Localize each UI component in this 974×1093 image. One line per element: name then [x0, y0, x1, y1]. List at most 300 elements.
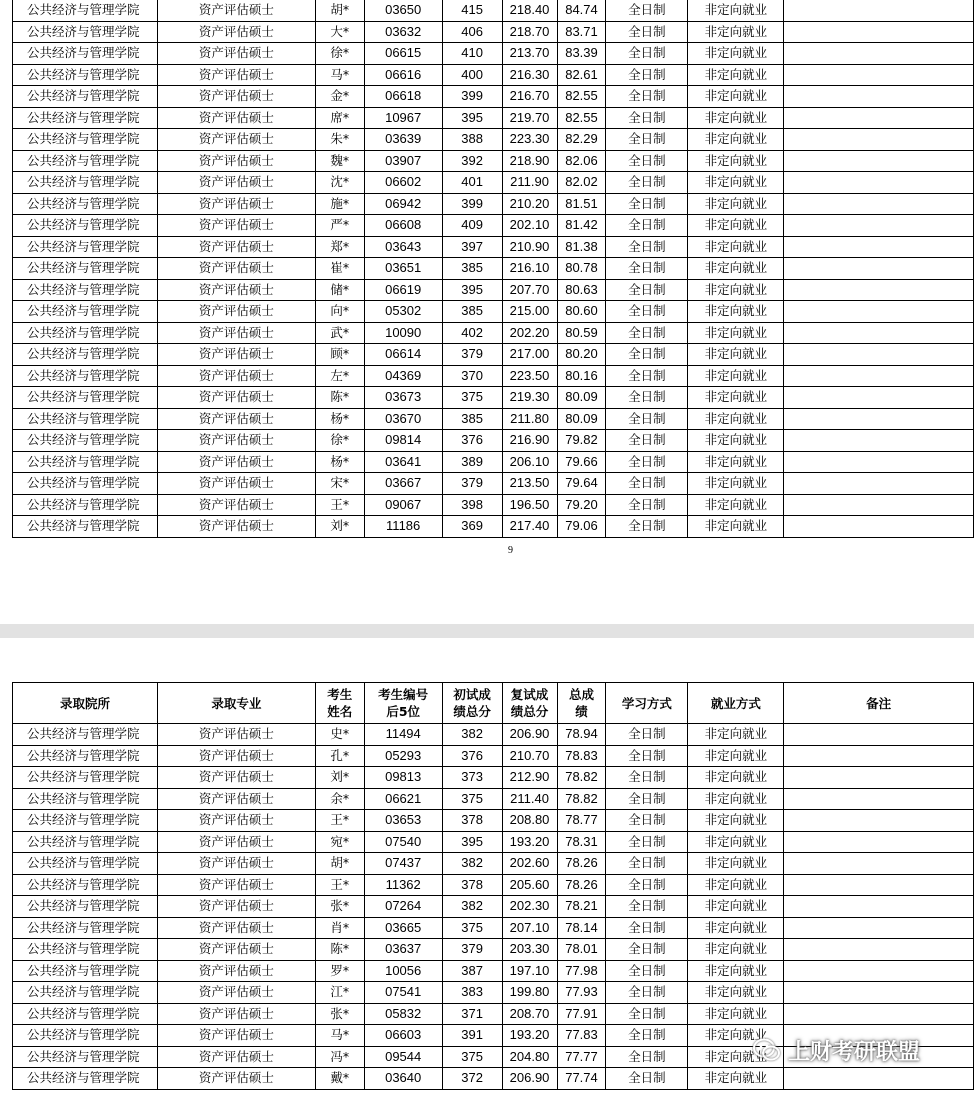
header-total-score: 总成 绩 [557, 683, 606, 724]
cell-total-score: 81.42 [557, 215, 606, 237]
cell-employment: 非定向就业 [688, 150, 784, 172]
cell-name: 刘* [315, 767, 364, 789]
cell-exam-id: 07540 [364, 831, 442, 853]
cell-retest-score: 212.90 [502, 767, 557, 789]
cell-exam-id: 06942 [364, 193, 442, 215]
cell-exam-id: 03641 [364, 451, 442, 473]
cell-college: 公共经济与管理学院 [13, 1068, 158, 1090]
cell-retest-score: 216.70 [502, 86, 557, 108]
cell-study-mode: 全日制 [606, 939, 688, 961]
cell-employment: 非定向就业 [688, 86, 784, 108]
cell-name: 朱* [315, 129, 364, 151]
header-name: 考生 姓名 [315, 683, 364, 724]
cell-retest-score: 218.90 [502, 150, 557, 172]
cell-initial-score: 382 [442, 896, 502, 918]
cell-study-mode: 全日制 [606, 788, 688, 810]
cell-initial-score: 401 [442, 172, 502, 194]
watermark [752, 1032, 920, 1068]
cell-total-score: 82.55 [557, 107, 606, 129]
cell-initial-score: 375 [442, 917, 502, 939]
cell-employment: 非定向就业 [688, 745, 784, 767]
cell-retest-score: 203.30 [502, 939, 557, 961]
cell-name: 徐* [315, 430, 364, 452]
cell-initial-score: 399 [442, 86, 502, 108]
cell-exam-id: 03640 [364, 1068, 442, 1090]
cell-initial-score: 378 [442, 810, 502, 832]
cell-exam-id: 04369 [364, 365, 442, 387]
cell-remarks [784, 344, 974, 366]
cell-name: 宛* [315, 831, 364, 853]
cell-name: 王* [315, 810, 364, 832]
cell-college: 公共经济与管理学院 [13, 387, 158, 409]
cell-initial-score: 382 [442, 724, 502, 746]
header-major: 录取专业 [157, 683, 315, 724]
cell-remarks [784, 788, 974, 810]
table-row [13, 724, 974, 746]
cell-total-score: 83.71 [557, 21, 606, 43]
cell-major: 资产评估硕士 [157, 322, 315, 344]
cell-retest-score: 208.70 [502, 1003, 557, 1025]
cell-major: 资产评估硕士 [157, 236, 315, 258]
cell-major: 资产评估硕士 [157, 724, 315, 746]
cell-study-mode: 全日制 [606, 1046, 688, 1068]
cell-college: 公共经济与管理学院 [13, 473, 158, 495]
cell-total-score: 77.74 [557, 1068, 606, 1090]
cell-retest-score: 215.00 [502, 301, 557, 323]
table-row [13, 322, 974, 344]
cell-college: 公共经济与管理学院 [13, 1003, 158, 1025]
cell-total-score: 81.51 [557, 193, 606, 215]
cell-name: 史* [315, 724, 364, 746]
cell-name: 席* [315, 107, 364, 129]
table-row [13, 193, 974, 215]
cell-total-score: 80.09 [557, 387, 606, 409]
cell-employment: 非定向就业 [688, 215, 784, 237]
cell-retest-score: 217.40 [502, 516, 557, 538]
cell-name: 左* [315, 365, 364, 387]
table-row [13, 473, 974, 495]
cell-employment: 非定向就业 [688, 451, 784, 473]
header-exam-id: 考生编号 后5位 [364, 683, 442, 724]
cell-study-mode: 全日制 [606, 0, 688, 21]
cell-remarks [784, 810, 974, 832]
cell-total-score: 78.01 [557, 939, 606, 961]
cell-exam-id: 05832 [364, 1003, 442, 1025]
cell-retest-score: 211.90 [502, 172, 557, 194]
table-row [13, 494, 974, 516]
cell-remarks [784, 767, 974, 789]
table-row [13, 745, 974, 767]
cell-initial-score: 400 [442, 64, 502, 86]
cell-college: 公共经济与管理学院 [13, 810, 158, 832]
cell-major: 资产评估硕士 [157, 810, 315, 832]
table-row [13, 215, 974, 237]
cell-exam-id: 09544 [364, 1046, 442, 1068]
table-row [13, 172, 974, 194]
cell-employment: 非定向就业 [688, 107, 784, 129]
table-row [13, 301, 974, 323]
cell-name: 余* [315, 788, 364, 810]
cell-remarks [784, 279, 974, 301]
cell-remarks [784, 129, 974, 151]
cell-remarks [784, 451, 974, 473]
cell-major: 资产评估硕士 [157, 451, 315, 473]
cell-major: 资产评估硕士 [157, 408, 315, 430]
cell-initial-score: 379 [442, 473, 502, 495]
cell-initial-score: 402 [442, 322, 502, 344]
cell-employment: 非定向就业 [688, 258, 784, 280]
cell-employment: 非定向就业 [688, 939, 784, 961]
cell-retest-score: 202.30 [502, 896, 557, 918]
cell-college: 公共经济与管理学院 [13, 874, 158, 896]
cell-college: 公共经济与管理学院 [13, 344, 158, 366]
cell-employment: 非定向就业 [688, 43, 784, 65]
cell-college: 公共经济与管理学院 [13, 365, 158, 387]
cell-initial-score: 379 [442, 939, 502, 961]
cell-initial-score: 388 [442, 129, 502, 151]
cell-total-score: 79.82 [557, 430, 606, 452]
cell-major: 资产评估硕士 [157, 129, 315, 151]
cell-initial-score: 385 [442, 408, 502, 430]
cell-exam-id: 03653 [364, 810, 442, 832]
cell-major: 资产评估硕士 [157, 767, 315, 789]
cell-major: 资产评估硕士 [157, 788, 315, 810]
table-row [13, 939, 974, 961]
cell-study-mode: 全日制 [606, 767, 688, 789]
cell-employment: 非定向就业 [688, 516, 784, 538]
table-row [13, 960, 974, 982]
cell-employment: 非定向就业 [688, 1025, 784, 1047]
cell-college: 公共经济与管理学院 [13, 172, 158, 194]
cell-employment: 非定向就业 [688, 322, 784, 344]
cell-college: 公共经济与管理学院 [13, 724, 158, 746]
cell-study-mode: 全日制 [606, 516, 688, 538]
cell-major: 资产评估硕士 [157, 874, 315, 896]
cell-exam-id: 06603 [364, 1025, 442, 1047]
cell-study-mode: 全日制 [606, 473, 688, 495]
cell-remarks [784, 724, 974, 746]
cell-remarks [784, 236, 974, 258]
cell-retest-score: 217.00 [502, 344, 557, 366]
cell-study-mode: 全日制 [606, 215, 688, 237]
cell-college: 公共经济与管理学院 [13, 129, 158, 151]
cell-exam-id: 06619 [364, 279, 442, 301]
cell-initial-score: 376 [442, 430, 502, 452]
cell-study-mode: 全日制 [606, 107, 688, 129]
cell-employment: 非定向就业 [688, 21, 784, 43]
cell-total-score: 81.38 [557, 236, 606, 258]
cell-retest-score: 193.20 [502, 831, 557, 853]
cell-initial-score: 385 [442, 258, 502, 280]
cell-college: 公共经济与管理学院 [13, 939, 158, 961]
cell-exam-id: 07264 [364, 896, 442, 918]
cell-study-mode: 全日制 [606, 129, 688, 151]
cell-name: 顾* [315, 344, 364, 366]
cell-name: 徐* [315, 43, 364, 65]
cell-study-mode: 全日制 [606, 430, 688, 452]
cell-college: 公共经济与管理学院 [13, 150, 158, 172]
cell-exam-id: 07437 [364, 853, 442, 875]
cell-study-mode: 全日制 [606, 1068, 688, 1090]
cell-college: 公共经济与管理学院 [13, 451, 158, 473]
cell-study-mode: 全日制 [606, 745, 688, 767]
cell-total-score: 77.93 [557, 982, 606, 1004]
cell-initial-score: 389 [442, 451, 502, 473]
cell-name: 张* [315, 1003, 364, 1025]
cell-retest-score: 206.90 [502, 1068, 557, 1090]
cell-initial-score: 370 [442, 365, 502, 387]
cell-remarks [784, 516, 974, 538]
cell-college: 公共经济与管理学院 [13, 982, 158, 1004]
header-initial-score: 初试成 绩总分 [442, 683, 502, 724]
cell-employment: 非定向就业 [688, 494, 784, 516]
cell-major: 资产评估硕士 [157, 1046, 315, 1068]
cell-initial-score: 409 [442, 215, 502, 237]
cell-total-score: 77.98 [557, 960, 606, 982]
cell-name: 江* [315, 982, 364, 1004]
cell-major: 资产评估硕士 [157, 917, 315, 939]
cell-employment: 非定向就业 [688, 724, 784, 746]
cell-major: 资产评估硕士 [157, 150, 315, 172]
cell-exam-id: 09067 [364, 494, 442, 516]
cell-remarks [784, 473, 974, 495]
cell-remarks [784, 960, 974, 982]
cell-study-mode: 全日制 [606, 724, 688, 746]
cell-retest-score: 205.60 [502, 874, 557, 896]
cell-employment: 非定向就业 [688, 1068, 784, 1090]
cell-exam-id: 05302 [364, 301, 442, 323]
cell-total-score: 78.26 [557, 874, 606, 896]
cell-college: 公共经济与管理学院 [13, 853, 158, 875]
table-row [13, 451, 974, 473]
table-row [13, 917, 974, 939]
cell-college: 公共经济与管理学院 [13, 831, 158, 853]
cell-retest-score: 207.10 [502, 917, 557, 939]
cell-retest-score: 216.90 [502, 430, 557, 452]
cell-study-mode: 全日制 [606, 874, 688, 896]
cell-exam-id: 03639 [364, 129, 442, 151]
cell-employment: 非定向就业 [688, 831, 784, 853]
cell-study-mode: 全日制 [606, 810, 688, 832]
table-row [13, 516, 974, 538]
cell-college: 公共经济与管理学院 [13, 788, 158, 810]
cell-remarks [784, 831, 974, 853]
cell-college: 公共经济与管理学院 [13, 86, 158, 108]
table-row [13, 64, 974, 86]
cell-exam-id: 06614 [364, 344, 442, 366]
cell-major: 资产评估硕士 [157, 64, 315, 86]
cell-employment: 非定向就业 [688, 344, 784, 366]
cell-retest-score: 216.10 [502, 258, 557, 280]
cell-initial-score: 369 [442, 516, 502, 538]
cell-retest-score: 193.20 [502, 1025, 557, 1047]
cell-remarks [784, 939, 974, 961]
cell-employment: 非定向就业 [688, 430, 784, 452]
cell-exam-id: 10056 [364, 960, 442, 982]
cell-remarks [784, 258, 974, 280]
cell-initial-score: 391 [442, 1025, 502, 1047]
cell-exam-id: 06616 [364, 64, 442, 86]
cell-study-mode: 全日制 [606, 982, 688, 1004]
cell-name: 魏* [315, 150, 364, 172]
cell-study-mode: 全日制 [606, 831, 688, 853]
cell-college: 公共经济与管理学院 [13, 896, 158, 918]
cell-exam-id: 10967 [364, 107, 442, 129]
cell-remarks [784, 494, 974, 516]
cell-name: 戴* [315, 1068, 364, 1090]
cell-retest-score: 223.50 [502, 365, 557, 387]
cell-college: 公共经济与管理学院 [13, 279, 158, 301]
cell-employment: 非定向就业 [688, 874, 784, 896]
cell-college: 公共经济与管理学院 [13, 236, 158, 258]
cell-total-score: 80.78 [557, 258, 606, 280]
cell-exam-id: 05293 [364, 745, 442, 767]
cell-major: 资产评估硕士 [157, 745, 315, 767]
cell-remarks [784, 430, 974, 452]
table-row [13, 831, 974, 853]
cell-exam-id: 11362 [364, 874, 442, 896]
cell-employment: 非定向就业 [688, 0, 784, 21]
cell-study-mode: 全日制 [606, 43, 688, 65]
cell-name: 大* [315, 21, 364, 43]
cell-initial-score: 379 [442, 344, 502, 366]
cell-study-mode: 全日制 [606, 344, 688, 366]
cell-initial-score: 395 [442, 107, 502, 129]
cell-college: 公共经济与管理学院 [13, 322, 158, 344]
table-row [13, 365, 974, 387]
cell-study-mode: 全日制 [606, 64, 688, 86]
cell-initial-score: 415 [442, 0, 502, 21]
cell-total-score: 80.09 [557, 408, 606, 430]
cell-remarks [784, 896, 974, 918]
cell-retest-score: 202.60 [502, 853, 557, 875]
cell-total-score: 79.64 [557, 473, 606, 495]
cell-retest-score: 218.40 [502, 0, 557, 21]
cell-name: 王* [315, 494, 364, 516]
table-row [13, 430, 974, 452]
header-row [13, 683, 974, 724]
header-retest-score: 复试成 绩总分 [502, 683, 557, 724]
cell-total-score: 78.31 [557, 831, 606, 853]
cell-employment: 非定向就业 [688, 172, 784, 194]
cell-initial-score: 371 [442, 1003, 502, 1025]
cell-employment: 非定向就业 [688, 853, 784, 875]
cell-initial-score: 375 [442, 1046, 502, 1068]
cell-remarks [784, 107, 974, 129]
cell-study-mode: 全日制 [606, 301, 688, 323]
table-row [13, 788, 974, 810]
cell-major: 资产评估硕士 [157, 258, 315, 280]
cell-employment: 非定向就业 [688, 917, 784, 939]
cell-name: 胡* [315, 853, 364, 875]
cell-retest-score: 210.70 [502, 745, 557, 767]
cell-study-mode: 全日制 [606, 387, 688, 409]
cell-study-mode: 全日制 [606, 279, 688, 301]
cell-college: 公共经济与管理学院 [13, 430, 158, 452]
cell-college: 公共经济与管理学院 [13, 301, 158, 323]
cell-remarks [784, 64, 974, 86]
cell-employment: 非定向就业 [688, 64, 784, 86]
header-study-mode: 学习方式 [606, 683, 688, 724]
table-row [13, 982, 974, 1004]
cell-exam-id: 03637 [364, 939, 442, 961]
cell-employment: 非定向就业 [688, 365, 784, 387]
header-employment: 就业方式 [688, 683, 784, 724]
cell-name: 向* [315, 301, 364, 323]
cell-total-score: 82.02 [557, 172, 606, 194]
cell-employment: 非定向就业 [688, 1003, 784, 1025]
cell-employment: 非定向就业 [688, 301, 784, 323]
cell-major: 资产评估硕士 [157, 516, 315, 538]
cell-initial-score: 375 [442, 788, 502, 810]
cell-total-score: 78.82 [557, 767, 606, 789]
cell-total-score: 82.29 [557, 129, 606, 151]
cell-retest-score: 202.10 [502, 215, 557, 237]
table-row [13, 0, 974, 21]
cell-name: 宋* [315, 473, 364, 495]
cell-name: 武* [315, 322, 364, 344]
cell-initial-score: 392 [442, 150, 502, 172]
table-row [13, 853, 974, 875]
table-row [13, 150, 974, 172]
cell-name: 储* [315, 279, 364, 301]
cell-major: 资产评估硕士 [157, 1068, 315, 1090]
cell-initial-score: 395 [442, 831, 502, 853]
cell-remarks [784, 745, 974, 767]
cell-total-score: 84.74 [557, 0, 606, 21]
cell-employment: 非定向就业 [688, 810, 784, 832]
cell-employment: 非定向就业 [688, 387, 784, 409]
admission-table-page-9 [12, 0, 974, 538]
table-row [13, 896, 974, 918]
cell-remarks [784, 982, 974, 1004]
cell-name: 严* [315, 215, 364, 237]
cell-name: 王* [315, 874, 364, 896]
cell-name: 郑* [315, 236, 364, 258]
cell-retest-score: 206.90 [502, 724, 557, 746]
cell-study-mode: 全日制 [606, 258, 688, 280]
cell-remarks [784, 215, 974, 237]
table-row [13, 408, 974, 430]
header-remarks: 备注 [784, 683, 974, 724]
cell-exam-id: 03632 [364, 21, 442, 43]
table-row [13, 810, 974, 832]
cell-employment: 非定向就业 [688, 193, 784, 215]
cell-name: 施* [315, 193, 364, 215]
cell-total-score: 78.82 [557, 788, 606, 810]
cell-total-score: 78.77 [557, 810, 606, 832]
cell-total-score: 80.20 [557, 344, 606, 366]
cell-total-score: 80.59 [557, 322, 606, 344]
cell-remarks [784, 917, 974, 939]
cell-retest-score: 223.30 [502, 129, 557, 151]
cell-major: 资产评估硕士 [157, 365, 315, 387]
cell-exam-id: 06608 [364, 215, 442, 237]
cell-total-score: 82.55 [557, 86, 606, 108]
cell-retest-score: 210.90 [502, 236, 557, 258]
cell-name: 罗* [315, 960, 364, 982]
cell-major: 资产评估硕士 [157, 193, 315, 215]
cell-remarks [784, 43, 974, 65]
cell-exam-id: 06618 [364, 86, 442, 108]
cell-retest-score: 218.70 [502, 21, 557, 43]
cell-retest-score: 216.30 [502, 64, 557, 86]
cell-remarks [784, 150, 974, 172]
cell-major: 资产评估硕士 [157, 982, 315, 1004]
cell-major: 资产评估硕士 [157, 21, 315, 43]
cell-name: 杨* [315, 408, 364, 430]
cell-exam-id: 06602 [364, 172, 442, 194]
